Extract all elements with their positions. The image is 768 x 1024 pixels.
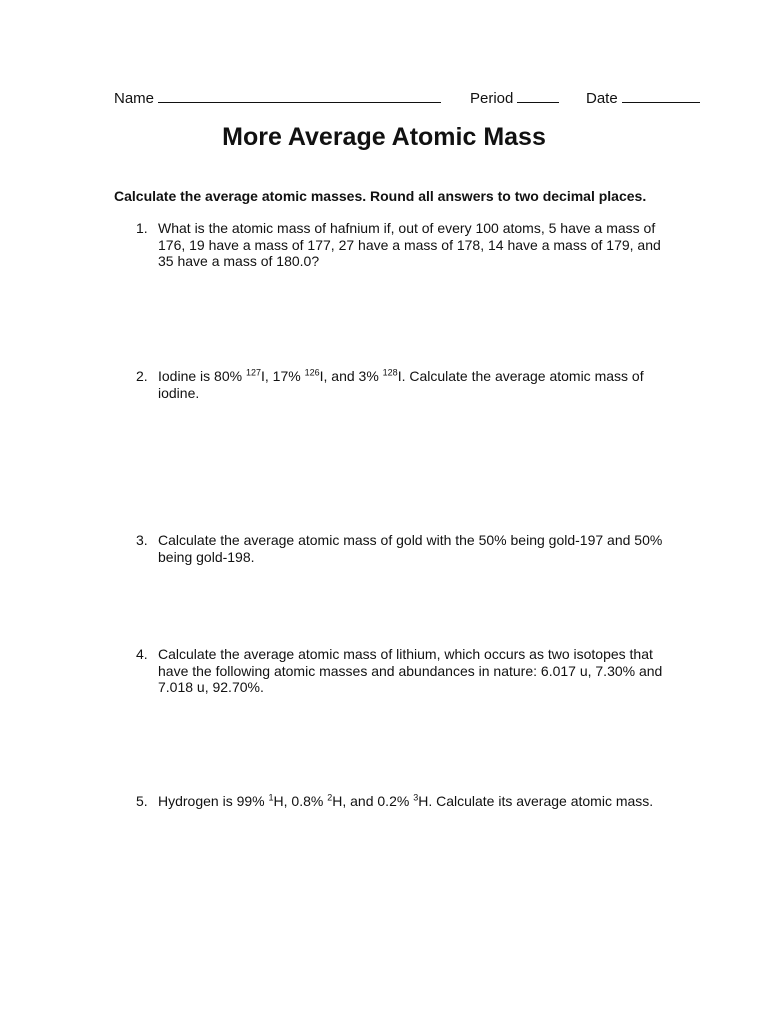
text-segment: I, and 3%: [319, 368, 383, 384]
period-field[interactable]: [470, 87, 559, 107]
question-text: What is the atomic mass of hafnium if, out of every 100 atoms, 5 have a mass of 176, 19 have a mass of 177, 27 have a mass of 178, 14 have a mass of 179, and 35 have a mass of 180.0?: [158, 220, 661, 269]
worksheet-header: [0, 87, 768, 107]
isotope-mass-number: 128: [382, 367, 398, 378]
instructions: Calculate the average atomic masses. Round all answers to two decimal places.: [114, 188, 647, 204]
text-segment: H, and 0.2%: [332, 793, 414, 809]
date-blank[interactable]: [622, 87, 700, 103]
question-text: Calculate the average atomic mass of gold with the 50% being gold-197 and 50% being gold-198.: [158, 532, 663, 565]
period-label: Period: [470, 90, 514, 107]
question-number: 5.: [136, 793, 148, 809]
isotope-mass-number: 127: [245, 367, 261, 378]
question-text: Calculate the average atomic mass of lithium, which occurs as two isotopes that have the following atomic masses and abundances in nature: 6.017 u, 7.30% and 7.018 u, 92.70%.: [158, 646, 663, 695]
date-label: Date: [586, 90, 618, 107]
name-field[interactable]: [114, 87, 441, 107]
isotope-mass-number: 126: [304, 367, 320, 378]
text-segment: H, 0.8%: [273, 793, 328, 809]
period-blank[interactable]: [517, 87, 559, 103]
question-number: 4.: [136, 646, 148, 662]
question-number: 3.: [136, 532, 148, 548]
question-number: 1.: [136, 220, 148, 236]
question-number: 2.: [136, 368, 148, 384]
isotope-mass-number: 3: [413, 792, 419, 803]
question-text: [158, 793, 668, 810]
isotope-mass-number: 1: [268, 792, 274, 803]
name-blank[interactable]: [158, 87, 441, 103]
text-segment: Hydrogen is 99%: [158, 793, 269, 809]
question-text: [158, 368, 668, 401]
text-segment: Iodine is 80%: [158, 368, 246, 384]
isotope-mass-number: 2: [327, 792, 333, 803]
name-label: Name: [114, 90, 155, 107]
text-segment: I, 17%: [260, 368, 305, 384]
text-segment: I. Calculate the average atomic mass of iodine.: [158, 368, 644, 401]
date-field[interactable]: [586, 87, 700, 107]
text-segment: H. Calculate its average atomic mass.: [418, 793, 654, 809]
page-title: More Average Atomic Mass: [222, 123, 546, 151]
